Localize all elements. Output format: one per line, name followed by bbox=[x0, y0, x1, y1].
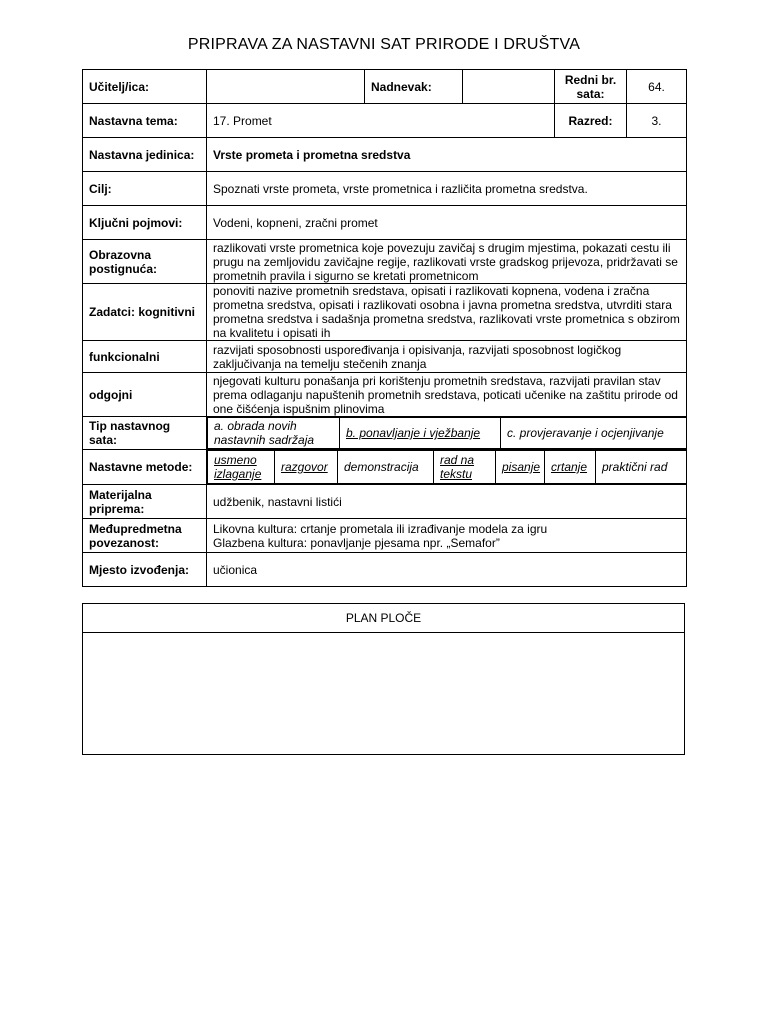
table-row bbox=[83, 206, 687, 240]
table-row bbox=[83, 138, 687, 172]
board-plan-box bbox=[82, 603, 685, 755]
functional-value: razvijati sposobnosti uspoređivanja i opisivanja, razvijati sposobnost logičkog zaključivanja na temelju stečenih znanja bbox=[207, 341, 687, 373]
topic-label: Nastavna tema: bbox=[83, 104, 207, 138]
topic-value: 17. Promet bbox=[207, 104, 555, 138]
method-option: demonstracija bbox=[338, 451, 434, 484]
unit-value: Vrste prometa i prometna sredstva bbox=[207, 138, 687, 172]
table-row bbox=[83, 417, 687, 450]
board-plan-title: PLAN PLOČE bbox=[83, 604, 684, 633]
table-row bbox=[83, 485, 687, 519]
unit-label: Nastavna jedinica: bbox=[83, 138, 207, 172]
header-table bbox=[82, 69, 687, 587]
lesson-type-option-selected: b. ponavljanje i vježbanje bbox=[340, 418, 501, 449]
cross-curricular-value bbox=[207, 519, 687, 553]
table-row bbox=[83, 240, 687, 284]
lesson-type-cell bbox=[207, 417, 687, 450]
materials-value: udžbenik, nastavni listići bbox=[207, 485, 687, 519]
concepts-value: Vodeni, kopneni, zračni promet bbox=[207, 206, 687, 240]
methods-options bbox=[207, 450, 686, 484]
lesson-type-option: a. obrada novih nastavnih sadržaja bbox=[208, 418, 340, 449]
cognitive-value: ponoviti nazive prometnih sredstava, opisati i razlikovati kopnena, vodena i zračna prometna sredstva, opisati i razlikovati osobna i javna prometna sredstva, utvrditi stara prometna sredstva i sadašnja prometna sredstva, razlikovati vrste prometnica s obzirom na kvalitetu i opisati ih bbox=[207, 284, 687, 341]
goal-label: Cilj: bbox=[83, 172, 207, 206]
table-row bbox=[83, 553, 687, 587]
method-option: crtanje bbox=[545, 451, 596, 484]
cognitive-label: Zadatci: kognitivni bbox=[83, 284, 207, 341]
lesson-type-option: c. provjeravanje i ocjenjivanje bbox=[501, 418, 687, 449]
table-row bbox=[83, 341, 687, 373]
table-row bbox=[83, 519, 687, 553]
outcomes-label: Obrazovna postignuća: bbox=[83, 240, 207, 284]
lesson-number-value: 64. bbox=[627, 70, 687, 104]
method-option: rad na tekstu bbox=[434, 451, 496, 484]
document-title: PRIPRAVA ZA NASTAVNI SAT PRIRODE I DRUŠTVA bbox=[187, 36, 581, 53]
cross-curricular-line: Likovna kultura: crtanje prometala ili izrađivanje modela za igru bbox=[213, 521, 548, 536]
lesson-type-options bbox=[207, 417, 686, 449]
table-row bbox=[83, 284, 687, 341]
date-label: Nadnevak: bbox=[365, 70, 463, 104]
concepts-label: Ključni pojmovi: bbox=[83, 206, 207, 240]
methods-label: Nastavne metode: bbox=[83, 450, 207, 485]
table-row bbox=[83, 373, 687, 417]
grade-label: Razred: bbox=[555, 104, 627, 138]
method-option: praktični rad bbox=[596, 451, 687, 484]
place-label: Mjesto izvođenja: bbox=[83, 553, 207, 587]
educational-value: njegovati kulturu ponašanja pri korištenju prometnih sredstava, razvijati pravilan stav prema odlaganju napuštenih prometnih sredstava, poticati učenike na zaštitu prirode od one čišćenja ispušnim plinovima bbox=[207, 373, 687, 417]
teacher-label: Učitelj/ica: bbox=[83, 70, 207, 104]
table-row bbox=[83, 104, 687, 138]
method-option: razgovor bbox=[275, 451, 338, 484]
functional-label: funkcionalni bbox=[83, 341, 207, 373]
methods-cell bbox=[207, 450, 687, 485]
grade-value: 3. bbox=[627, 104, 687, 138]
table-row bbox=[83, 172, 687, 206]
lesson-number-label: Redni br. sata: bbox=[555, 70, 627, 104]
cross-curricular-label: Međupredmetna povezanost: bbox=[83, 519, 207, 553]
outcomes-value: razlikovati vrste prometnica koje povezuju zavičaj s drugim mjestima, pokazati cestu ili prugu na zemljovidu zavičajne regije, razlikovati vrste gradskog prijevoza, pridržavati se prometnih pravila i sigurno se kretati prometnicom bbox=[207, 240, 687, 284]
teacher-value bbox=[207, 70, 365, 104]
lesson-type-label: Tip nastavnog sata: bbox=[83, 417, 207, 450]
date-value bbox=[463, 70, 555, 104]
table-row bbox=[83, 450, 687, 485]
method-option: pisanje bbox=[496, 451, 545, 484]
method-option: usmeno izlaganje bbox=[208, 451, 275, 484]
place-value: učionica bbox=[207, 553, 687, 587]
cross-curricular-line: Glazbena kultura: ponavljanje pjesama npr. „Semafor” bbox=[213, 535, 500, 550]
goal-value: Spoznati vrste prometa, vrste prometnica i različita prometna sredstva. bbox=[207, 172, 687, 206]
materials-label: Materijalna priprema: bbox=[83, 485, 207, 519]
table-row bbox=[83, 70, 687, 104]
educational-label: odgojni bbox=[83, 373, 207, 417]
